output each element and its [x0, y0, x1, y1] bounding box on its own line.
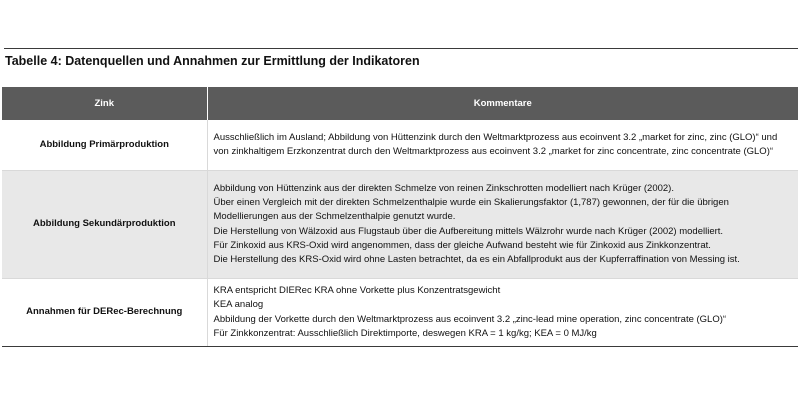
table-row	[2, 120, 798, 171]
comment-line: Abbildung von Hüttenzink aus der direkten Schmelze von reinen Zinkschrotten modelliert nach Krüger (2002).	[213, 182, 674, 194]
comment-line: Abbildung der Vorkette durch den Weltmarktprozess aus ecoinvent 3.2 „zinc-lead mine operation, zinc concentrate (GLO)“	[213, 313, 727, 325]
comment-line: KEA analog	[213, 299, 264, 311]
comment-line: KRA entspricht DIERec KRA ohne Vorkette plus Konzentratsgewicht	[213, 284, 501, 296]
row-label-primaerproduktion: Abbildung Primärproduktion	[2, 120, 207, 171]
row-comment-primaerproduktion	[207, 120, 798, 171]
row-comment-sekundaerproduktion	[207, 171, 798, 279]
comment-line: Ausschließlich im Ausland; Abbildung von Hüttenzink durch den Weltmarktprozess aus ecoinvent 3.2 „market for zinc, zinc (GLO)“ und	[213, 131, 778, 143]
comment-line: Die Herstellung des KRS-Oxid wird ohne Lasten betrachtet, da es ein Abfallprodukt aus der Kupferraffination von Messing ist.	[213, 254, 740, 266]
top-rule	[4, 48, 798, 49]
header-zink: Zink	[2, 87, 207, 120]
table-row	[2, 279, 798, 347]
row-comment-derec-annahmen	[207, 279, 798, 347]
header-kommentare: Kommentare	[207, 87, 798, 120]
row-label-derec-annahmen: Annahmen für DERec-Berechnung	[2, 279, 207, 347]
bottom-rule	[2, 346, 798, 347]
comment-line: Über einen Vergleich mit der direkten Schmelzenthalpie wurde ein Skalierungsfaktor (1,787) gewonnen, der für die übrigen	[213, 196, 729, 208]
comment-line: von zinkhaltigem Erzkonzentrat durch den Weltmarktprozess aus ecoinvent 3.2 „market for zinc concentrate, zinc concentrate (GLO)“	[213, 146, 774, 157]
comment-line: Modellierungen aus der Schmelzenthalpie genutzt wurde.	[213, 211, 456, 223]
indicator-table	[2, 87, 798, 347]
comment-line: Für Zinkoxid aus KRS-Oxid wird angenommen, dass der gleiche Aufwand besteht wie für Zinkoxid aus Zinkkonzentrat.	[213, 239, 711, 251]
comment-line: Die Herstellung von Wälzoxid aus Flugstaub über die Aufbereitung mittels Wälzrohr wurde nach Krüger (2002) modelliert.	[213, 225, 724, 237]
row-label-sekundaerproduktion: Abbildung Sekundärproduktion	[2, 171, 207, 279]
table-header-row	[2, 87, 798, 120]
table-caption: Tabelle 4: Datenquellen und Annahmen zur Ermittlung der Indikatoren	[5, 54, 420, 68]
table-row	[2, 171, 798, 279]
comment-line: Für Zinkkonzentrat: Ausschließlich Direktimporte, deswegen KRA = 1 kg/kg; KEA = 0 MJ/kg	[213, 327, 597, 339]
